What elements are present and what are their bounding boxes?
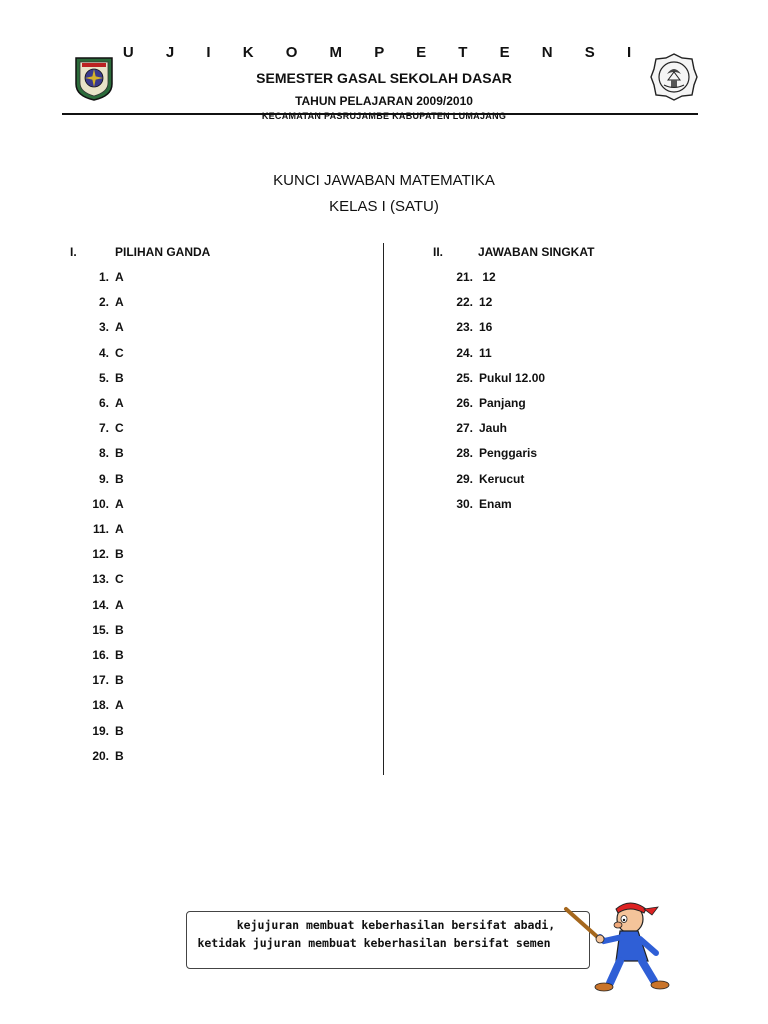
answer-value: 12 xyxy=(479,295,493,310)
answer-number: 22. xyxy=(456,295,473,310)
answer-number: 24. xyxy=(456,345,473,360)
answer-value: B xyxy=(115,446,124,461)
answer-value: B xyxy=(115,622,124,637)
section2-number: II. xyxy=(433,245,444,259)
header-title: U J I K O M P E T E N S I xyxy=(122,44,646,61)
answer-number: 28. xyxy=(456,446,473,461)
answer-value: 11 xyxy=(479,345,492,360)
answer-number: 29. xyxy=(456,471,473,486)
answer-value: B xyxy=(115,723,124,738)
answer-number: 2. xyxy=(98,295,109,310)
answer-number: 10. xyxy=(92,496,109,511)
answer-value: B xyxy=(115,748,124,763)
answer-value: A xyxy=(115,496,124,511)
answer-value: B xyxy=(115,673,124,688)
answer-value: Panjang xyxy=(479,396,526,410)
section1-label: PILIHAN GANDA xyxy=(115,245,211,259)
motto-line-1: kejujuran membuat keberhasilan bersifat abadi, xyxy=(236,918,556,932)
header-school-year: TAHUN PELAJARAN 2009/2010 xyxy=(295,94,473,108)
document-subtitle: KELAS I (SATU) xyxy=(329,198,439,215)
answer-number: 7. xyxy=(98,421,109,436)
answer-value: C xyxy=(115,421,124,436)
answer-value: 16 xyxy=(479,320,493,335)
answer-number: 4. xyxy=(98,345,109,360)
answer-value: 12 xyxy=(479,270,496,284)
answer-value: A xyxy=(115,522,124,536)
answer-number: 12. xyxy=(92,547,109,562)
answer-value: B xyxy=(115,370,124,385)
answer-number: 9. xyxy=(98,471,109,486)
answer-number: 26. xyxy=(456,396,473,410)
answer-number: 5. xyxy=(98,370,109,385)
answer-number: 20. xyxy=(92,748,109,763)
answer-value: C xyxy=(115,572,124,587)
answer-number: 17. xyxy=(92,673,109,688)
answer-value: A xyxy=(115,396,124,410)
answer-number: 14. xyxy=(92,597,109,612)
header-district: KECAMATAN PASRUJAMBE KABUPATEN LUMAJANG xyxy=(261,111,507,121)
header-semester: SEMESTER GASAL SEKOLAH DASAR xyxy=(256,70,512,86)
answer-number: 6. xyxy=(98,396,109,410)
answer-number: 30. xyxy=(456,496,473,511)
answer-value: Pukul 12.00 xyxy=(479,370,546,385)
answer-number: 23. xyxy=(456,320,473,335)
column-divider xyxy=(383,243,384,775)
answer-number: 19. xyxy=(92,723,109,738)
answer-number: 13. xyxy=(92,572,109,587)
cartoon-teacher-illustration xyxy=(560,895,670,995)
answer-value: A xyxy=(115,270,124,284)
answer-value: Enam xyxy=(479,496,512,511)
answer-number: 25. xyxy=(456,370,473,385)
answer-value: B xyxy=(115,648,124,662)
answer-value: A xyxy=(115,597,124,612)
answer-number: 15. xyxy=(92,622,109,637)
section2-label: JAWABAN SINGKAT xyxy=(478,245,595,259)
document-title: KUNCI JAWABAN MATEMATIKA xyxy=(273,172,495,189)
motto-line-2: ketidak jujuran membuat keberhasilan bersifat semen xyxy=(197,936,551,950)
answer-value: C xyxy=(115,345,124,360)
answer-number: 18. xyxy=(92,698,109,713)
answer-value: A xyxy=(115,698,124,713)
answer-value: A xyxy=(115,320,124,335)
answer-number: 16. xyxy=(92,648,109,662)
answer-value: B xyxy=(115,471,124,486)
answer-value: Jauh xyxy=(479,421,508,436)
answer-number: 3. xyxy=(98,320,109,335)
answer-number: 27. xyxy=(456,421,473,436)
answer-number: 8. xyxy=(98,446,109,461)
answer-number: 1. xyxy=(98,270,109,284)
answer-value: B xyxy=(115,547,124,562)
answer-number: 11. xyxy=(92,522,109,536)
answer-value: Penggaris xyxy=(479,446,538,461)
section1-number: I. xyxy=(70,245,77,259)
answer-value: A xyxy=(115,295,124,310)
answer-number: 21. xyxy=(456,270,473,284)
motto-scroll xyxy=(186,911,590,969)
answer-value: Kerucut xyxy=(479,471,525,486)
